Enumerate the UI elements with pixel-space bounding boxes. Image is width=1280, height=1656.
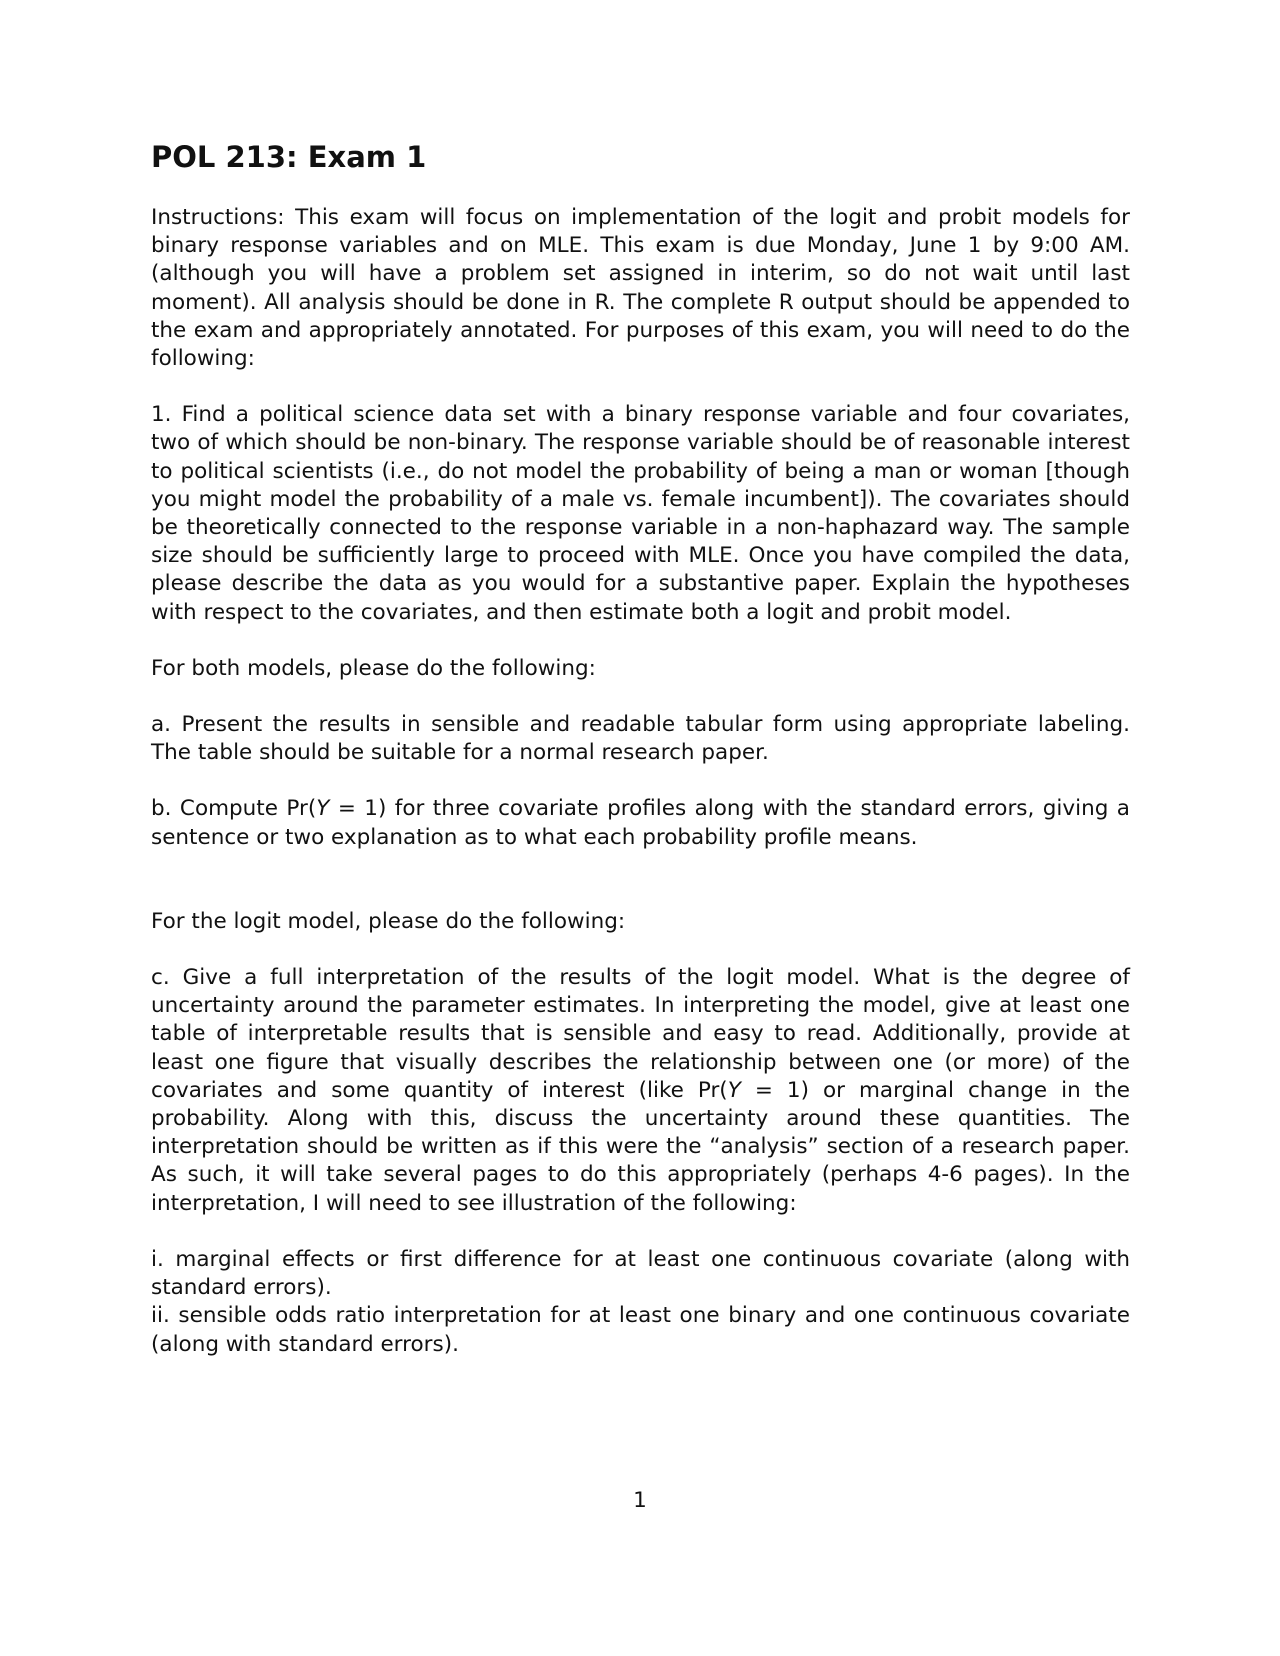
item-b-text-end: = 1) for three covariate profiles along with the standard errors, giving a sentence or two explanation as to what each probability profile means.	[151, 796, 1130, 850]
logit-heading: For the logit model, please do the following:	[151, 908, 626, 934]
both-models-heading: For both models, please do the following:	[151, 655, 596, 681]
item-1-paragraph: 1. Find a political science data set with a binary response variable and four covariates, two of which should be non-binary. The response variable should be of reasonable interest to political scientists (i.e., do not model the probability of being a man or woman [though you might model the probability of a male vs. female incumbent]). The covariates should be theoretically connected to the response variable in a non-haphazard way. The sample size should be sufficiently large to proceed with MLE. Once you have compiled the data, please describe the data as you would for a substantive paper. Explain the hypotheses with respect to the covariates, and then estimate both a logit and probit model.	[151, 402, 1130, 625]
item-i-paragraph: i. marginal effects or first difference for at least one continuous covariate (along with standard errors).	[151, 1246, 1130, 1301]
item-c-paragraph	[151, 964, 1130, 1218]
item-c-variable: Y	[727, 1077, 741, 1103]
item-c-text-end: = 1) or marginal change in the probability. Along with this, discuss the uncertainty around these quantities. The interpretation should be written as if this were the “analysis” section of a research paper. As such, it will take several pages to do this appropriately (perhaps 4-6 pages). In the interpretation, I will need to see illustration of the following:	[151, 1077, 1130, 1216]
document-title: POL 213: Exam 1	[151, 140, 427, 174]
item-b-variable: Y	[316, 796, 330, 822]
item-b-paragraph	[151, 795, 1130, 851]
item-c-text-start: c. Give a full interpretation of the results of the logit model. What is the degree of uncertainty around the parameter estimates. In interpreting the model, give at least one table of interpretable results that is sensible and easy to read. Additionally, provide at least one figure that visually describes the relationship between one (or more) of the covariates and some quantity of interest (like Pr(	[151, 965, 1130, 1103]
page-number: 1	[633, 1488, 647, 1513]
item-a-paragraph: a. Present the results in sensible and readable tabular form using appropriate labeling. The table should be suitable for a normal research paper.	[151, 712, 1130, 766]
item-b-text-start: b. Compute Pr(	[151, 796, 317, 822]
item-ii-paragraph: ii. sensible odds ratio interpretation for at least one binary and one continuous covariate (along with standard errors).	[151, 1303, 1130, 1357]
instructions-paragraph: Instructions: This exam will focus on implementation of the logit and probit models for binary response variables and on MLE. This exam is due Monday, June 1 by 9:00 AM. (although you will have a problem set assigned in interim, so do not wait until last moment). All analysis should be done in R. The complete R output should be appended to the exam and appropriately annotated. For purposes of this exam, you will need to do the following:	[151, 205, 1130, 372]
document-page	[151, 140, 1130, 1359]
